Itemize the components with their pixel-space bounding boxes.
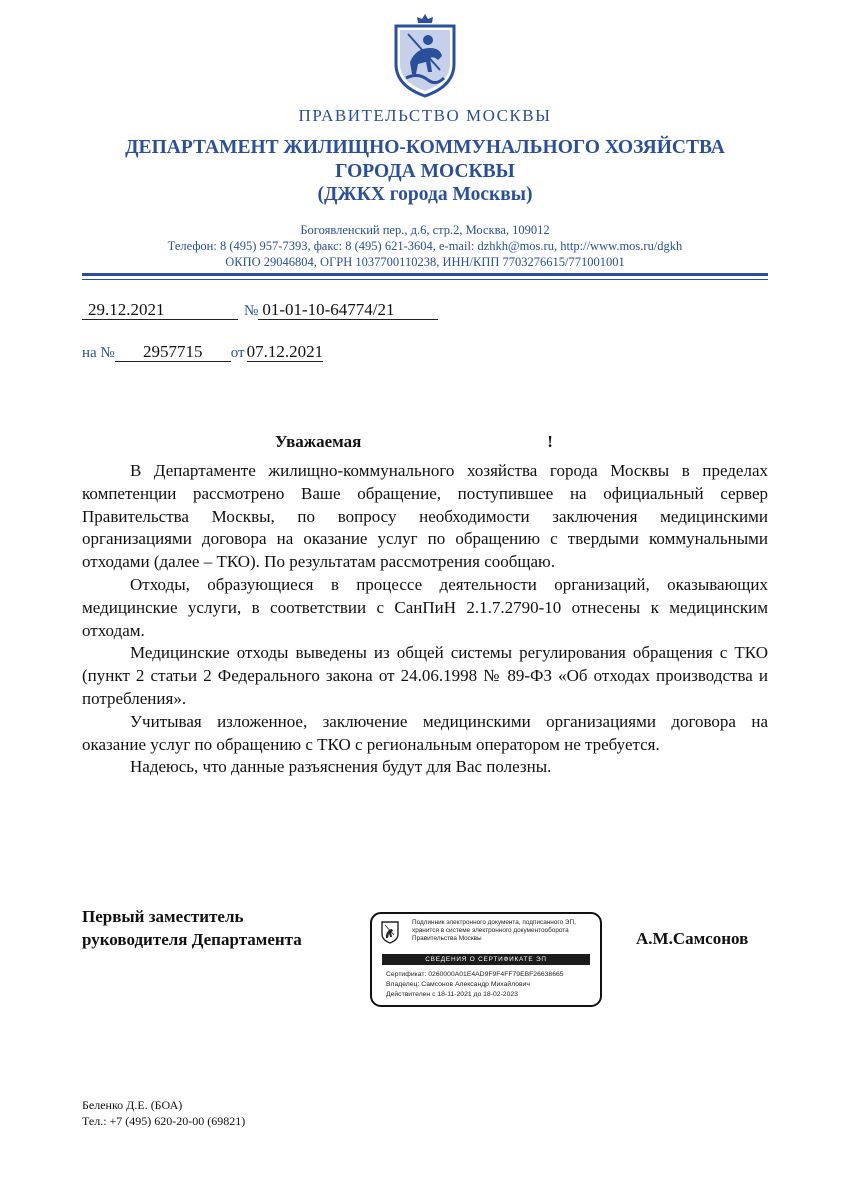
letter-body <box>82 460 768 779</box>
paragraph: Отходы, образующиеся в процессе деятельности организаций, оказывающих медицинские услуги, в соответствии с СанПиН 2.1.7.2790-10 отнесены к медицинским отходам. <box>82 574 768 640</box>
paragraph: Медицинские отходы выведены из общей системы регулирования обращения с ТКО (пункт 2 статьи 2 Федерального закона от 24.06.1998 № 89-ФЗ «Об отходах производства и потребления». <box>82 643 768 708</box>
paragraph: В Департаменте жилищно-коммунального хозяйства города Москвы в пределах компетенции рассмотрено Ваше обращение, поступившее на официальный сервер Правительства Москвы, по вопросу необходимости заключения медицинскими организациями договора на оказание услуг по обращению с твердыми коммунальными отходами (далее – ТКО). По результатам рассмотрения сообщаю. <box>82 461 768 572</box>
reply-line <box>82 342 323 362</box>
document-number: 01-01-10-64774/21 <box>258 300 438 320</box>
signer-position-line1: Первый заместитель <box>82 907 244 926</box>
executor-phone: Тел.: +7 (495) 620-20-00 (69821) <box>82 1114 246 1128</box>
signer-position-line2: руководителя Департамента <box>82 930 302 949</box>
certificate-owner: Владелец: Самсонов Александр Михайлович <box>386 981 530 988</box>
document-date: 29.12.2021 <box>82 300 238 320</box>
department-title-line1: ДЕПАРТАМЕНТ ЖИЛИЩНО-КОММУНАЛЬНОГО ХОЗЯЙСТВА <box>125 137 725 158</box>
registration-line <box>82 300 438 320</box>
certificate-number: Сертификат: 0260000A01E4AD9F9F4FF79EBF26638665 <box>386 971 564 978</box>
reply-date: 07.12.2021 <box>246 342 324 361</box>
certificate-info-bar: СВЕДЕНИЯ О СЕРТИФИКАТЕ ЭП <box>382 954 590 965</box>
e-signature-stamp <box>370 912 602 1007</box>
government-title: ПРАВИТЕЛЬСТВО МОСКВЫ <box>298 106 552 125</box>
address-line: Богоявленский пер., д.6, стр.2, Москва, 109012 <box>300 223 550 237</box>
paragraph: Надеюсь, что данные разъяснения будут для Вас полезны. <box>130 757 552 777</box>
greeting-word: Уважаемая <box>275 432 362 451</box>
department-title-line2: ГОРОДА МОСКВЫ <box>335 161 515 182</box>
header-divider-thin <box>82 279 768 280</box>
signer-position <box>82 905 302 951</box>
executor-name: Беленко Д.Е. (БОА) <box>82 1098 183 1112</box>
number-label: № <box>244 303 259 319</box>
greeting-end: ! <box>547 432 553 451</box>
stamp-note: Подлинник электронного документа, подписанного ЭП, хранится в системе электронного документооборота Правительства Москвы <box>412 919 576 942</box>
paragraph: Учитывая изложенное, заключение медицинскими организациями договора на оказание услуг по обращению с ТКО с региональным оператором не требуется. <box>82 711 768 754</box>
reply-number-label: на № <box>82 345 115 361</box>
department-short-name: (ДЖКХ города Москвы) <box>317 184 533 205</box>
phone-line: Телефон: 8 (495) 957-7393, факс: 8 (495) 621-3604, e-mail: dzhkh@mos.ru, http://www.mos.ru/dgkh <box>167 239 683 253</box>
signer-name: А.М.Самсонов <box>636 929 749 948</box>
reply-date-label: от <box>230 345 245 361</box>
certificate-details <box>386 970 564 1000</box>
moscow-crest-icon <box>380 920 400 944</box>
greeting <box>275 432 553 452</box>
contact-block <box>0 222 850 270</box>
header-divider-thick <box>82 273 768 276</box>
moscow-coat-of-arms-icon <box>388 12 462 98</box>
reply-number: 2957715 <box>115 342 231 362</box>
codes-line: ОКПО 29046804, ОГРН 1037700110238, ИНН/КПП 7703276615/771001001 <box>225 255 625 269</box>
certificate-validity: Действителен с 18-11-2021 до 18-02-2023 <box>386 991 518 998</box>
executor-info <box>82 1097 245 1129</box>
